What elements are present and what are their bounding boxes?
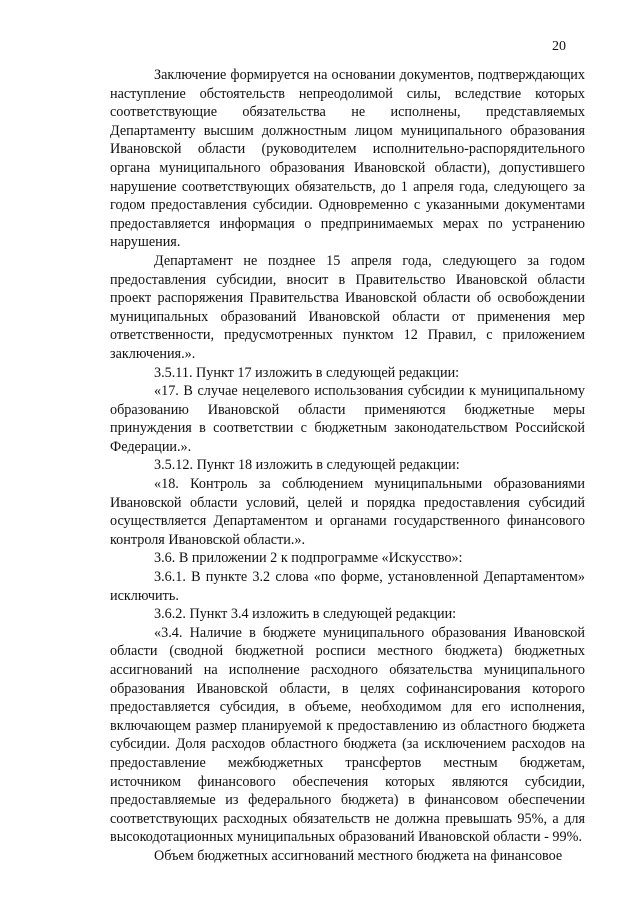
paragraph-point-18: «18. Контроль за соблюдением муниципальными образованиями Ивановской области условий, целей и порядка предоставления субсидий осуществляется Департаментом и органами государственного финансового контроля Ивановской области.». bbox=[110, 476, 585, 548]
paragraph-department-deadline: Департамент не позднее 15 апреля года, следующего за годом предоставления субсидии, вносит в Правительство Ивановской области проект распоряжения Правительства Ивановской области об освобождении муниципальных образований Ивановской области от применения мер ответственности, предусмотренных пунктом 12 Правил, с приложением заключения.». bbox=[110, 252, 585, 362]
paragraph-3-5-11: 3.5.11. Пункт 17 изложить в следующей редакции: bbox=[154, 364, 460, 381]
document-body bbox=[110, 66, 585, 866]
paragraph-point-17: «17. В случае нецелевого использования субсидии к муниципальному образованию Ивановской области применяются бюджетные меры принуждения в соответствии с бюджетным законодательством Российской Федерации.». bbox=[110, 383, 585, 455]
paragraph-budget-volume: Объем бюджетных ассигнований местного бюджета на финансовое bbox=[154, 847, 563, 864]
paragraph-3-6-2: 3.6.2. Пункт 3.4 изложить в следующей редакции: bbox=[154, 606, 457, 623]
paragraph-point-3-4: «3.4. Наличие в бюджете муниципального образования Ивановской области (сводной бюджетной росписи местного бюджета) бюджетных ассигнований на исполнение расходного обязательства муниципального образования Ивановской области, в целях софинансирования которого предоставляется субсидия, в объеме, необходимом для его исполнения, включающем размер планируемой к предоставлению из областного бюджета субсидии. Доля расходов областного бюджета (за исключением расходов на предоставление межбюджетных трансфертов местным бюджетам, источником финансового обеспечения которых являются субсидии, предоставляемые из федерального бюджета) в финансовом обеспечении соответствующих расходных обязательств не должна превышать 95%, а для высокодотационных муниципальных образований Ивановской области - 99%. bbox=[110, 624, 585, 846]
page-number: 20 bbox=[552, 39, 566, 54]
paragraph-3-6-1: 3.6.1. В пункте 3.2 слова «по форме, установленной Департаментом» исключить. bbox=[110, 569, 585, 604]
paragraph-3-5-12: 3.5.12. Пункт 18 изложить в следующей редакции: bbox=[154, 457, 460, 474]
paragraph-3-6: 3.6. В приложении 2 к подпрограмме «Искусство»: bbox=[154, 550, 463, 567]
paragraph-conclusion: Заключение формируется на основании документов, подтверждающих наступление обстоятельств непреодолимой силы, вследствие которых соответствующие обязательства не исполнены, представляемых Департаменту высшим должностным лицом муниципального образования Ивановской области (руководителем исполнительно-распорядительного органа муниципального образования Ивановской области), допустившего нарушение соответствующих обязательств, до 1 апреля года, следующего за годом предоставления субсидии. Одновременно с указанными документами предоставляется информация о предпринимаемых мерах по устранению нарушения. bbox=[110, 67, 585, 251]
